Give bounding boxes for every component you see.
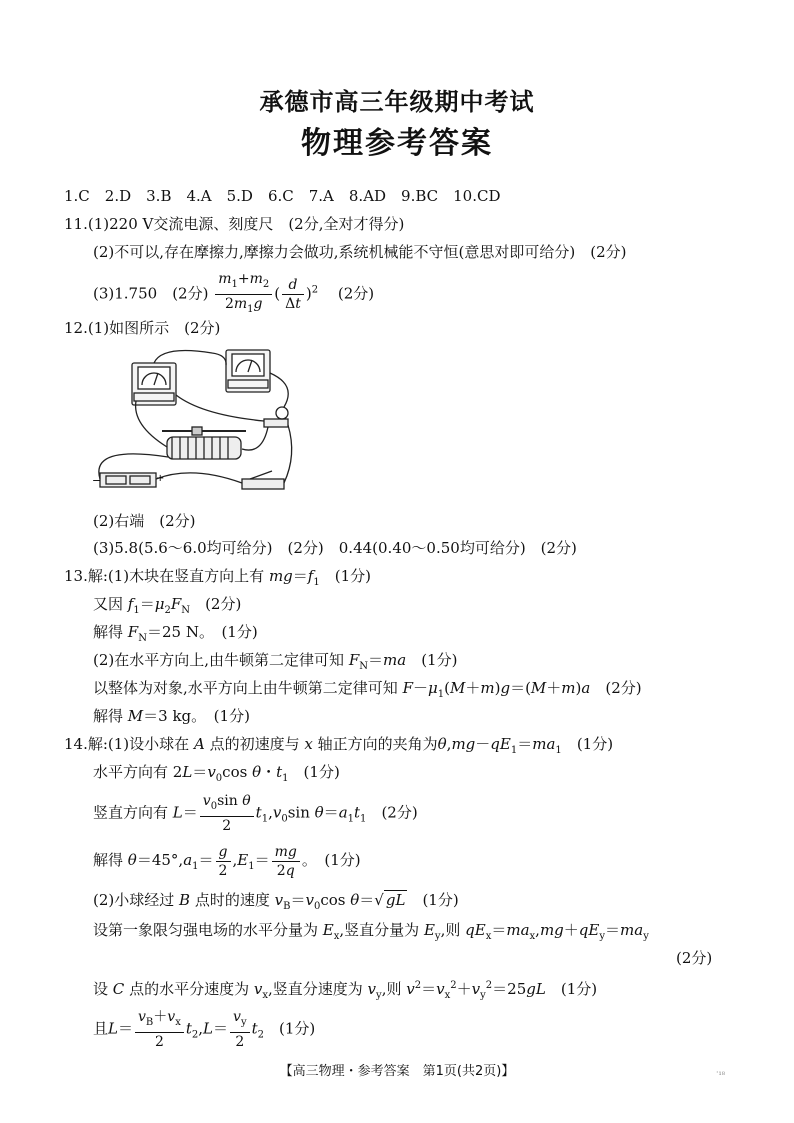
- q11-part3-prefix: (3)1.750 (2分): [93, 284, 209, 303]
- q13-line3: 解得 $F_N=25$ N。 (1分): [93, 623, 258, 644]
- q14-line1: 14.解:(1)设小球在 A 点的初速度与 x 轴正方向的夹角为$\theta,mg-qE_1=ma_1$ (1分): [64, 735, 614, 756]
- corner-mark: ·₁₈: [716, 1068, 725, 1077]
- q14-line3: 竖直方向有 L＝ $\frac{v_0\sin \theta}{2}$ $t_1,v_0\sin$ $\theta=a_1t_1$ (2分): [93, 793, 418, 834]
- q12-part2: (2)右端 (2分): [93, 512, 196, 530]
- q13-line1: 13.解:(1)木块在竖直方向上有 $mg=f_1$ (1分): [64, 567, 371, 588]
- q14-line2: 水平方向有 $2L=v_0\cos$ θ・$t_1$ (1分): [93, 763, 340, 784]
- q14-line6: 设第一象限匀强电场的水平分量为 $E_x$,竖直分量为 $E_y$,则 $qE_x=ma_x,mg+qE_y=ma_y$: [93, 921, 649, 942]
- q14-line4: 解得 $\theta=45^\circ,a_1=$ $\frac{g}{2}$ $,E_1=$ $\frac{mg}{2q}$ 。 (1分): [93, 843, 361, 879]
- q14-line5: (2)小球经过 B 点时的速度 $v_B=v_0\cos$ θ＝√ gL (1分): [93, 891, 459, 912]
- q13-line2: 又因 $f_1=\mu_2F_N$ (2分): [93, 595, 242, 616]
- q11-part2: (2)不可以,存在摩擦力,摩擦力会做功,系统机械能不守恒(意思对即可给分) (2分): [93, 243, 627, 261]
- q13-line5: 以整体为对象,水平方向上由牛顿第二定律可知 $F-\mu_1(M+m)g=(M+m)a$ (2分): [93, 679, 642, 700]
- q14-line9: 且L＝ $\frac{v_B+v_x}{2}$ $t_2,L=$ $\frac{v_y}{2}$ $t_2$ (1分): [93, 1009, 316, 1050]
- circuit-diagram: [92, 345, 302, 505]
- q11-formula-fraction: $\frac{m_1+m_2}{2m_1g}$: [215, 270, 272, 319]
- q13-line4: (2)在水平方向上,由牛顿第二定律可知 $F_N=ma$ (1分): [93, 651, 458, 672]
- q11-part3-score: (2分): [337, 284, 375, 303]
- page-subtitle: 物理参考答案: [301, 126, 493, 161]
- q11-formula-inner: $\frac{d}{\Delta t}$: [282, 276, 304, 313]
- page-footer: 【高三物理・参考答案 第1页(共2页)】: [279, 1064, 515, 1079]
- q11-part1: 11.(1)220 V交流电源、刻度尺 (2分,全对才得分): [64, 215, 405, 233]
- q14-line7-score: (2分): [676, 949, 713, 967]
- q12-part3: (3)5.8(5.6～6.0均可给分) (2分) 0.44(0.40～0.50均可给分) (2分): [93, 539, 577, 557]
- q13-line6: 解得 M＝3 kg。 (1分): [93, 707, 250, 725]
- battery-plus-icon: +: [156, 473, 165, 484]
- q12-part1: 12.(1)如图所示 (2分): [64, 319, 221, 337]
- battery-minus-icon: −: [92, 474, 102, 487]
- choice-answers: 1.C 2.D 3.B 4.A 5.D 6.C 7.A 8.AD 9.BC 10.CD: [64, 187, 501, 205]
- q11-part3: (3)1.750 (2分) $\frac{m_1+m_2}{2m_1g}$ ( $\frac{d}{\Delta t}$ )$^2$ (2分): [93, 270, 374, 319]
- q14-line8: 设 C 点的水平分速度为 $v_x$,竖直分速度为 $v_y$,则 $v^2=v_x^2+v_y^2=25gL$ (1分): [93, 980, 598, 1001]
- page-title: 承德市高三年级期中考试: [259, 88, 535, 116]
